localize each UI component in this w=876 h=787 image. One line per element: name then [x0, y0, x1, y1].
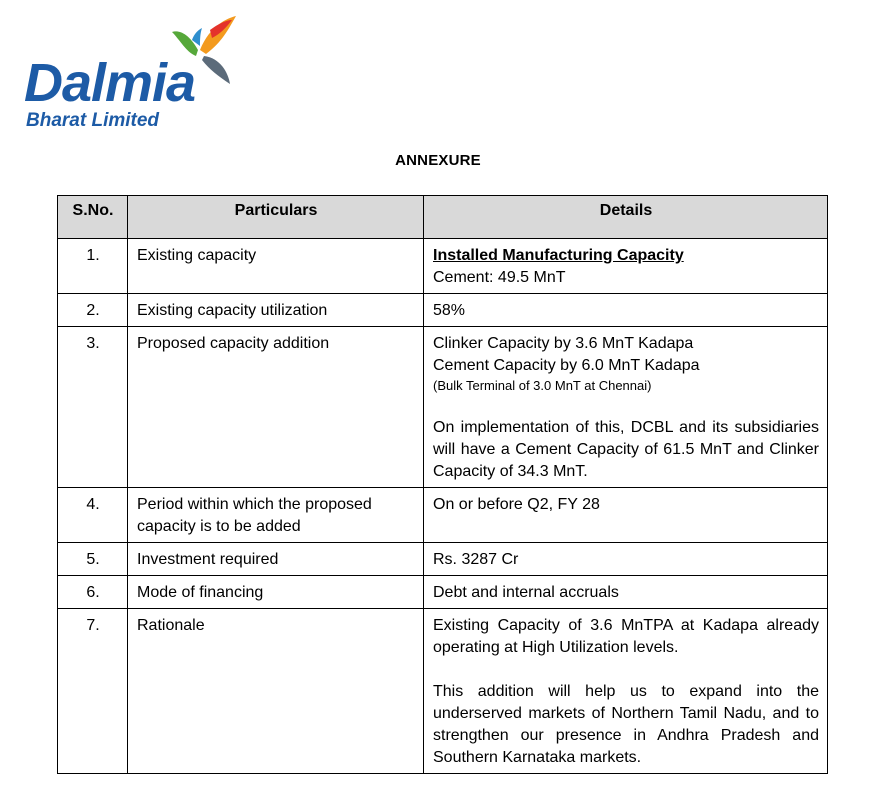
row-sno: 5. [58, 543, 128, 576]
logo-brand-text: Dalmia [24, 53, 196, 113]
table-row [58, 609, 828, 774]
row-particulars: Rationale [128, 609, 424, 774]
table-header-row [58, 196, 828, 239]
table-row [58, 239, 828, 294]
row-particulars: Proposed capacity addition [128, 327, 424, 488]
company-logo [20, 8, 240, 131]
table-row [58, 576, 828, 609]
row-sno: 6. [58, 576, 128, 609]
details-paragraph: Existing Capacity of 3.6 MnTPA at Kadapa already operating at High Utilization levels. [433, 617, 819, 656]
table-row [58, 294, 828, 327]
row-details: Rs. 3287 Cr [424, 543, 828, 576]
header-details: Details [424, 196, 828, 239]
details-line: Clinker Capacity by 3.6 MnT Kadapa [433, 335, 694, 352]
page-title: ANNEXURE [395, 152, 481, 169]
row-sno: 2. [58, 294, 128, 327]
row-sno: 4. [58, 488, 128, 543]
table-row [58, 327, 828, 488]
row-particulars: Existing capacity [128, 239, 424, 294]
details-paragraph: On implementation of this, DCBL and its subsidiaries will have a Cement Capacity of 61.5 MnT and Clinker Capacity of 34.3 MnT. [433, 419, 819, 480]
details-line: Cement: 49.5 MnT [433, 269, 566, 286]
table-row [58, 488, 828, 543]
header-particulars: Particulars [128, 196, 424, 239]
header-sno: S.No. [58, 196, 128, 239]
row-details: On or before Q2, FY 28 [424, 488, 828, 543]
row-details: Debt and internal accruals [424, 576, 828, 609]
row-particulars: Period within which the proposed capacity is to be added [128, 488, 424, 543]
row-details [424, 609, 828, 774]
logo-subtitle-text: Bharat Limited [26, 110, 160, 131]
annexure-table [57, 195, 828, 774]
row-details [424, 239, 828, 294]
details-paragraph: This addition will help us to expand into the underserved markets of Northern Tamil Nadu, and to strengthen our presence in Andhra Pradesh and Southern Karnataka markets. [433, 683, 819, 766]
details-heading: Installed Manufacturing Capacity [433, 247, 684, 264]
row-particulars: Mode of financing [128, 576, 424, 609]
row-sno: 3. [58, 327, 128, 488]
details-line: Cement Capacity by 6.0 MnT Kadapa [433, 357, 700, 374]
row-particulars: Investment required [128, 543, 424, 576]
details-note: (Bulk Terminal of 3.0 MnT at Chennai) [433, 378, 652, 393]
row-details: 58% [424, 294, 828, 327]
row-particulars: Existing capacity utilization [128, 294, 424, 327]
row-sno: 7. [58, 609, 128, 774]
row-sno: 1. [58, 239, 128, 294]
table-row [58, 543, 828, 576]
row-details [424, 327, 828, 488]
